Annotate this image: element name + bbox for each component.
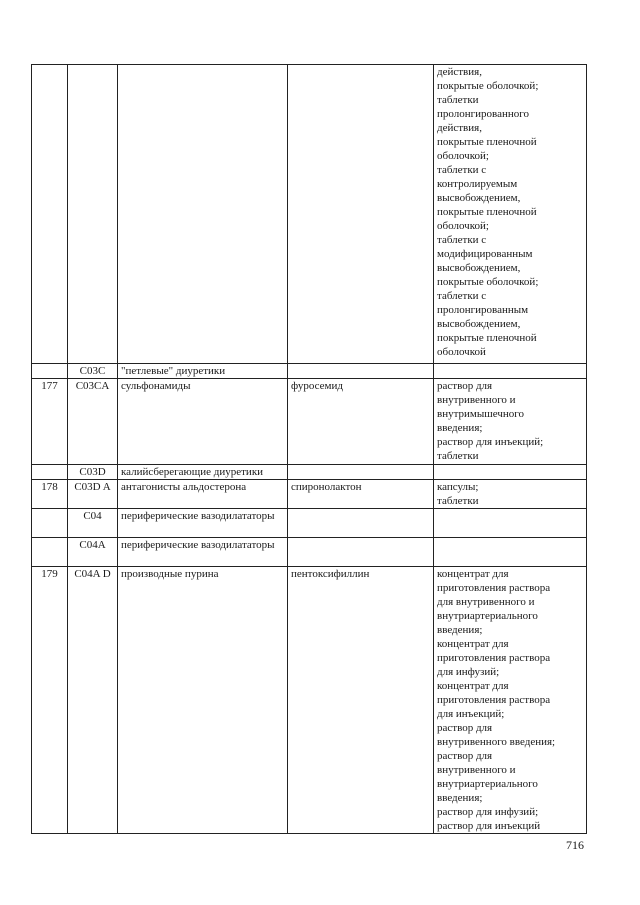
table-row: [32, 480, 587, 509]
dosage-form-cell: [434, 465, 587, 480]
group-name-cell: калийсберегающие диуретики: [118, 465, 288, 480]
group-name-cell: сульфонамиды: [118, 379, 288, 465]
row-number-cell: [32, 65, 68, 364]
row-number-cell: [32, 465, 68, 480]
dosage-form-cell: [434, 509, 587, 538]
page-number: 716: [566, 838, 584, 852]
drug-name-cell: [288, 509, 434, 538]
drug-name-cell: [288, 538, 434, 567]
atc-code-cell: C04: [68, 509, 118, 538]
drug-name-cell: фуросемид: [288, 379, 434, 465]
drug-name-cell: пентоксифиллин: [288, 567, 434, 834]
drug-table: [31, 64, 587, 834]
atc-code-cell: C04A: [68, 538, 118, 567]
row-number-cell: [32, 364, 68, 379]
dosage-form-cell: [434, 538, 587, 567]
dosage-form-cell: [434, 364, 587, 379]
atc-code-cell: C04A D: [68, 567, 118, 834]
row-number-cell: 178: [32, 480, 68, 509]
row-number-cell: [32, 538, 68, 567]
dosage-form-cell: капсулы; таблетки: [434, 480, 587, 509]
atc-code-cell: [68, 65, 118, 364]
drug-name-cell: [288, 364, 434, 379]
dosage-form-cell: концентрат для приготовления раствора для внутривенного и внутриартериального введения; концентрат для приготовления раствора для инфузий; концентрат для приготовления раствора для инъекций; раствор для внутривенного введения; раствор для внутривенного и внутриартериального введения; раствор для инфузий; раствор для инъекций: [434, 567, 587, 834]
atc-code-cell: C03C: [68, 364, 118, 379]
group-name-cell: "петлевые" диуретики: [118, 364, 288, 379]
atc-code-cell: C03D A: [68, 480, 118, 509]
row-number-cell: 177: [32, 379, 68, 465]
atc-code-cell: C03CA: [68, 379, 118, 465]
drug-name-cell: [288, 465, 434, 480]
group-name-cell: периферические вазодилататоры: [118, 509, 288, 538]
table-row: [32, 465, 587, 480]
table-row: [32, 567, 587, 834]
row-number-cell: 179: [32, 567, 68, 834]
table-row: [32, 538, 587, 567]
drug-name-cell: [288, 65, 434, 364]
table-row: [32, 509, 587, 538]
drug-name-cell: спиронолактон: [288, 480, 434, 509]
group-name-cell: периферические вазодилататоры: [118, 538, 288, 567]
group-name-cell: [118, 65, 288, 364]
table-row: [32, 364, 587, 379]
table-row: [32, 379, 587, 465]
dosage-form-cell: действия, покрытые оболочкой; таблетки пролонгированного действия, покрытые пленочной оболочкой; таблетки с контролируемым высвобождением, покрытые пленочной оболочкой; таблетки с модифицированным высвобождением, покрытые оболочкой; таблетки с пролонгированным высвобождением, покрытые пленочной оболочкой: [434, 65, 587, 364]
table-row: [32, 65, 587, 364]
atc-code-cell: C03D: [68, 465, 118, 480]
group-name-cell: антагонисты альдостерона: [118, 480, 288, 509]
group-name-cell: производные пурина: [118, 567, 288, 834]
dosage-form-cell: раствор для внутривенного и внутримышечного введения; раствор для инъекций; таблетки: [434, 379, 587, 465]
row-number-cell: [32, 509, 68, 538]
